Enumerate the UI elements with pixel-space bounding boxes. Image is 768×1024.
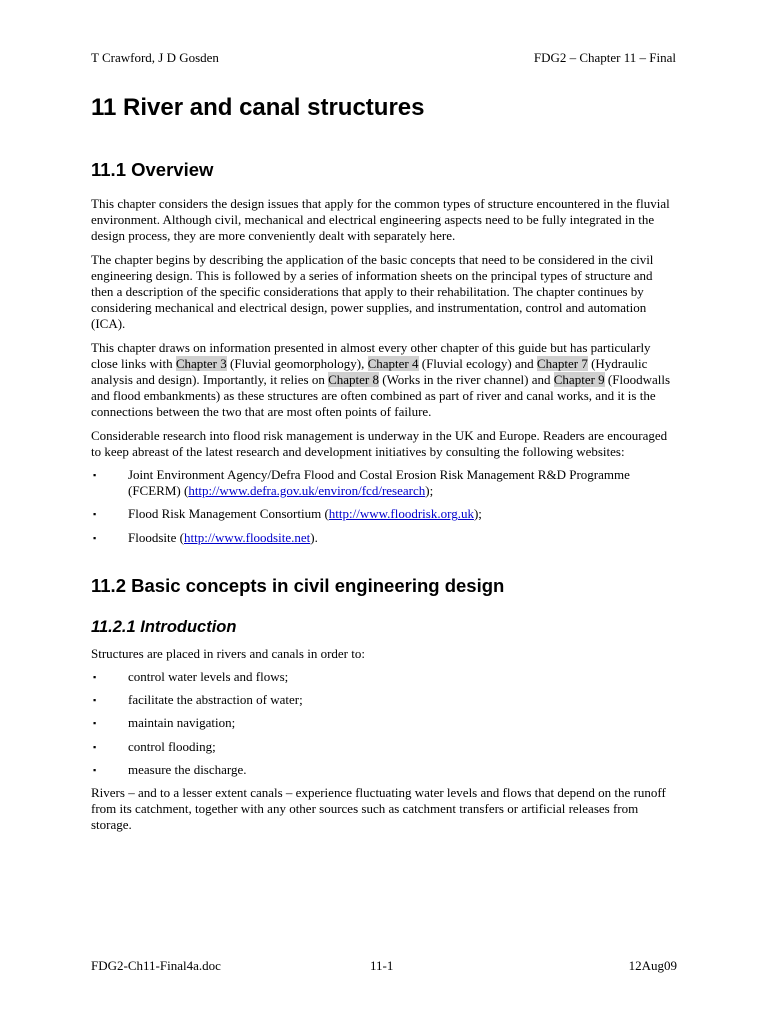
overview-paragraph-4: Considerable research into flood risk management is underway in the UK and Europe. Readers are encouraged to keep abreast of the latest research and development initiatives by consulting the following websites:: [91, 427, 668, 459]
list-item-text: control flooding;: [128, 738, 216, 754]
bullet-icon: ▪: [93, 764, 97, 775]
chapter-7-reference[interactable]: Chapter 7: [536, 355, 588, 371]
footer-page-number: 11-1: [370, 958, 394, 973]
bullet-icon: ▪: [93, 532, 97, 543]
fcerm-research-link[interactable]: http://www.defra.gov.uk/environ/fcd/research: [188, 483, 426, 499]
list-item: [91, 762, 677, 778]
list-item-text: measure the discharge.: [128, 761, 247, 777]
bullet-icon: ▪: [93, 672, 97, 683]
list-item: [91, 506, 677, 522]
chapter-3-reference[interactable]: Chapter 3: [175, 355, 227, 371]
list-item: [91, 715, 677, 731]
list-item-text: Joint Environment Agency/Defra Flood and Costal Erosion Risk Management R&D Programme (FCERM) (: [128, 467, 630, 499]
introduction-paragraph: Structures are placed in rivers and canals in order to:: [91, 645, 365, 661]
overview-paragraph-1: This chapter considers the design issues that apply for the common types of structure encountered in the fluvial environment. Although civil, mechanical and electrical engineering aspects need to be fully integrated in the design process, they are more conveniently dealt with separately here.: [91, 196, 670, 244]
chapter-4-reference[interactable]: Chapter 4: [367, 355, 419, 371]
section-heading-basic-concepts: 11.2 Basic concepts in civil engineering design: [91, 574, 505, 596]
websites-list: [91, 467, 677, 546]
chapter-title: 11 River and canal structures: [91, 94, 425, 121]
list-item-text: ).: [310, 529, 318, 545]
paragraph-text: (Fluvial ecology) and: [418, 355, 537, 371]
list-item: [91, 692, 677, 708]
paragraph-text: (Works in the river channel) and: [379, 372, 554, 388]
bullet-icon: ▪: [93, 741, 97, 752]
overview-paragraph-3: [91, 340, 677, 421]
chapter-9-reference[interactable]: Chapter 9: [553, 372, 605, 388]
bullet-icon: ▪: [93, 470, 97, 481]
list-item-text: Flood Risk Management Consortium (: [128, 506, 329, 522]
list-item-text: );: [473, 506, 482, 522]
paragraph-text: (Fluvial geomorphology),: [226, 355, 368, 371]
list-item: [91, 530, 677, 546]
paragraph-text: (Floodwalls and flood embankments: [91, 372, 671, 404]
list-item: [91, 669, 677, 685]
list-item-text: facilitate the abstraction of water;: [128, 692, 303, 708]
header-doc-ref: FDG2 – Chapter 11 – Final: [533, 50, 676, 65]
bullet-icon: ▪: [93, 695, 97, 706]
section-heading-overview: 11.1 Overview: [91, 159, 214, 180]
list-item-text: maintain navigation;: [128, 715, 236, 731]
floodsite-link[interactable]: http://www.floodsite.net: [183, 529, 311, 545]
paragraph-text: ) as these structures are often combined as part of river and canal works, and it is the connections between the two that are most often points of failure.: [91, 388, 656, 420]
purposes-list: [91, 669, 677, 778]
chapter-8-reference[interactable]: Chapter 8: [328, 372, 379, 388]
header-authors: T Crawford, J D Gosden: [91, 50, 219, 65]
list-item: [91, 467, 677, 499]
list-item-text: );: [425, 483, 434, 499]
subsection-heading-introduction: 11.2.1 Introduction: [91, 617, 237, 636]
list-item-text: control water levels and flows;: [128, 669, 289, 685]
footer-filename: FDG2-Ch11-Final4a.doc: [91, 958, 221, 973]
overview-paragraph-2: The chapter begins by describing the application of the basic concepts that need to be considered in the civil engineering design. This is followed by a series of information sheets on the principal types of structure and then a description of the specific considerations that apply to their rehabilitation. The chapter continues by considering mechanical and electrical design, power supplies, and instrumentation, control and automation (ICA).: [91, 251, 654, 332]
page-content: [91, 92, 677, 841]
list-item: [91, 739, 677, 755]
footer-date: 12Aug09: [628, 958, 677, 973]
rivers-paragraph: Rivers – and to a lesser extent canals – experience fluctuating water levels and flows that depend on the runoff from its catchment, together with any other sources such as catchment transfers or artificial releases from storage.: [91, 785, 666, 833]
list-item-text: Floodsite (: [128, 529, 184, 545]
floodrisk-link[interactable]: http://www.floodrisk.org.uk: [328, 506, 474, 522]
bullet-icon: ▪: [93, 718, 97, 729]
paragraph-text: (Hydraulic analysis and design). Importantly, it relies on: [91, 355, 648, 388]
paragraph-text: This chapter draws on information presented in almost every other chapter of this guide but has particularly close links with: [91, 339, 651, 371]
bullet-icon: ▪: [93, 509, 97, 520]
